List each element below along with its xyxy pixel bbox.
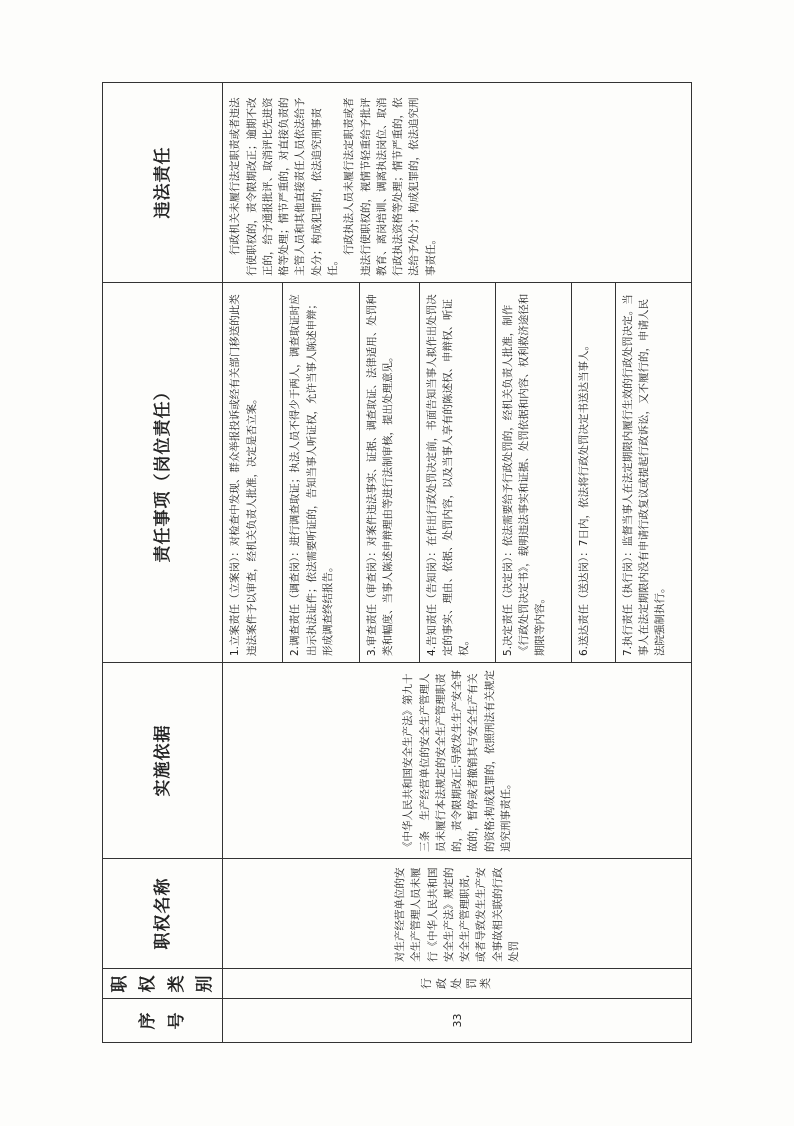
header-violation: 违法责任 — [103, 83, 223, 283]
duties-cell — [223, 283, 692, 663]
header-category-char: 职 — [110, 974, 130, 993]
header-basis: 实施依据 — [103, 663, 223, 859]
header-seq-char: 号 — [166, 1011, 187, 1030]
responsibility-table — [102, 82, 692, 1043]
header-seq-char: 序 — [138, 1011, 159, 1030]
duty-item-decision: 5.决定责任（决定岗）：依法需要给予行政处罚的，经机关负责人批准，制作《行政处罚决定书》，载明违法事实和证据、处罚依据和内容、权利救济途径和期限等内容。 — [496, 283, 572, 662]
header-seq — [103, 999, 223, 1043]
header-category-char: 类 — [166, 974, 187, 993]
duty-item-execution: 7.执行责任（执行岗）：监督当事人在法定期限内履行生效的行政处罚决定。当事人在法定期限内没有申请行政复议或提起行政诉讼，又不履行的，申请人民法院强制执行。 — [621, 294, 667, 656]
header-duties: 责任事项（岗位责任） — [103, 283, 223, 663]
duty-item-delivery: 6.送达责任（送达岗）：7日内，依法将行政处罚决定书送达当事人。 — [572, 283, 616, 662]
header-category-char: 别 — [195, 974, 216, 993]
duty-item-notification: 4.告知责任（告知岗）：在作出行政处罚决定前，书面告知当事人拟作出处罚决定的事实、理由、依据、处罚内容，以及当事人享有的陈述权、申辩权、听证权。 — [420, 283, 496, 662]
header-power-name: 职权名称 — [103, 859, 223, 969]
table-header-row — [103, 83, 223, 1043]
header-category-char: 权 — [138, 974, 159, 993]
duty-item-filing: 1.立案责任（立案岗）：对检查中发现、群众举报投诉或经有关部门移送的此类违法案件予以审查，经机关负责人批准，决定是否立案。 — [223, 283, 283, 662]
seq-cell: 33 — [223, 999, 692, 1043]
duty-item-review: 3.审查责任（审查岗）：对案件违法事实、证据、调查取证、法律适用、处罚种类和幅度、当事人陈述申辩理由等进行法制审核，提出处理意见。 — [360, 283, 420, 662]
violation-paragraph-officer: 行政执法人员未履行法定职责或者违法行使职权的，视情节轻重给予批评教育、离岗培训、调离执法岗位、取消行政执法资格等处理；情节严重的，依法给予处分；构成犯罪的，依法追究刑事责任。 — [343, 97, 437, 276]
basis-cell: 《中华人民共和国安全生产法》第九十三条 生产经营单位的安全生产管理人员未履行本法规定的安全生产管理职责的，责令限期改正;导致发生生产安全事故的，暂停或者撤销其与安全生产有关的资格;构成犯罪的，依照刑法有关规定追究刑事责任。 — [223, 663, 692, 859]
header-category — [103, 969, 223, 999]
violation-paragraph-agency: 行政机关未履行法定职责或者违法行使职权的，责令限期改正；逾期不改正的，给予通报批评、取消评比先进资格等处理；情节严重的，对直接负责的主管人员和其他直接责任人员依法给予处分；构成犯罪的，依法追究刑事责任。 — [229, 97, 339, 276]
category-text: 行政处罚类 — [419, 978, 493, 989]
category-cell — [223, 969, 692, 999]
duty-item-investigation: 2.调查责任（调查岗）：进行调查取证；执法人员不得少于两人，调查取证时应出示执法证件；依法需要听证的，告知当事人听证权，允许当事人陈述申辩；形成调查终结报告。 — [283, 283, 359, 662]
power-name-cell: 对生产经营单位的安全生产管理人员未履行《中华人民共和国安全生产法》规定的安全生产管理职责,或者导致发生生产安全事故相关联的行政处罚 — [223, 859, 692, 969]
rotated-document — [102, 83, 692, 1043]
violation-cell — [223, 83, 692, 283]
table-row — [223, 83, 692, 1043]
